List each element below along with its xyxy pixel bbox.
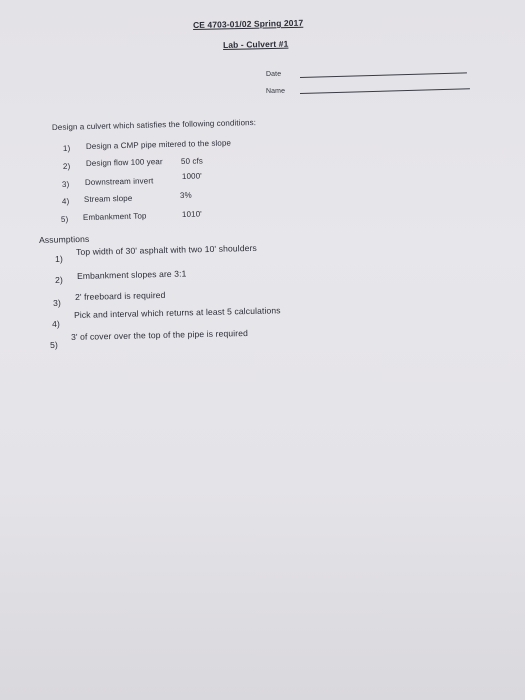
- name-line: [300, 88, 470, 94]
- assumption-text: Pick and interval which returns at least 5 calculations: [73, 305, 281, 320]
- condition-label: Design flow 100 year: [85, 157, 163, 168]
- condition-value: 1000': [181, 171, 202, 181]
- condition-label: Downstream invert: [84, 176, 154, 187]
- lab-title: Lab - Culvert #1: [222, 38, 289, 50]
- item-number: 4): [61, 196, 70, 206]
- condition-label: Design a CMP pipe mitered to the slope: [85, 138, 232, 151]
- condition-label: Stream slope: [83, 193, 133, 204]
- condition-value: 1010': [181, 209, 202, 219]
- course-title: CE 4703-01/02 Spring 2017: [192, 17, 304, 30]
- item-number: 1): [54, 253, 63, 264]
- item-number: 3): [61, 179, 70, 189]
- assumptions-heading: Assumptions: [38, 233, 90, 245]
- assumption-text: 2' freeboard is required: [74, 289, 166, 302]
- assumption-text: Top width of 30' asphalt with two 10' shoulders: [75, 242, 257, 257]
- assumption-text: Embankment slopes are 3:1: [76, 268, 187, 281]
- item-number: 1): [62, 143, 71, 153]
- list-item: [63, 144, 71, 154]
- condition-value: 3%: [179, 190, 192, 200]
- assumption-text: 3' of cover over the top of the pipe is required: [70, 327, 249, 342]
- item-number: 2): [62, 161, 71, 171]
- item-number: 4): [51, 318, 60, 329]
- condition-label: Embankment Top: [82, 211, 147, 222]
- date-line: [300, 72, 467, 78]
- design-prompt: Design a culvert which satisfies the following conditions:: [51, 118, 257, 132]
- condition-value: 50 cfs: [180, 156, 204, 166]
- item-number: 5): [49, 339, 58, 350]
- item-number: 3): [52, 297, 61, 308]
- item-number: 5): [60, 214, 69, 224]
- date-label: Date: [265, 70, 282, 78]
- name-label: Name: [265, 87, 286, 95]
- item-number: 2): [54, 274, 63, 285]
